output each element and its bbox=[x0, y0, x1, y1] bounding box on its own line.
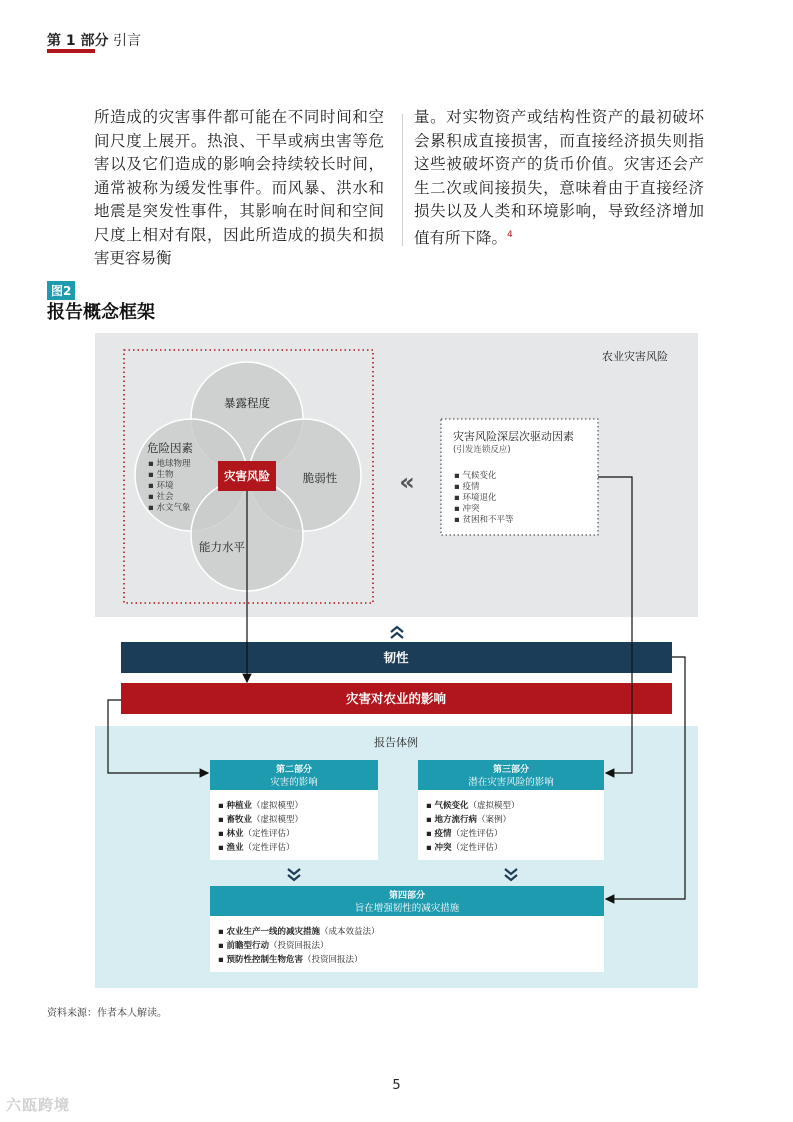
part2-title2: 灾害的影响 bbox=[270, 777, 318, 788]
impact-label: 灾害对农业的影响 bbox=[345, 691, 447, 706]
hazard-item: ▪ 水文气象 bbox=[148, 503, 191, 513]
driver-item: ▪ 贫困和不平等 bbox=[454, 515, 514, 525]
part4-title1: 第四部分 bbox=[388, 891, 426, 901]
header-part: 第 1 部分 bbox=[47, 33, 109, 49]
part4-item: ▪ 农业生产一线的减灾措施（成本效益法） bbox=[218, 927, 380, 937]
drivers-subtitle: (引发连锁反应) bbox=[453, 445, 511, 455]
part3-title1: 第三部分 bbox=[492, 765, 530, 775]
part4-title2: 旨在增强韧性的减灾措施 bbox=[354, 903, 460, 914]
resilience-label: 韧性 bbox=[383, 650, 409, 665]
part2-item: ▪ 种植业（虚拟模型） bbox=[218, 801, 303, 811]
hazard-item: ▪ 环境 bbox=[148, 481, 174, 491]
figure-title: 报告概念框架 bbox=[47, 302, 155, 323]
capacity-label: 能力水平 bbox=[199, 540, 245, 554]
part2-item: ▪ 林业（定性评估） bbox=[218, 829, 295, 839]
risk-panel-label: 农业灾害风险 bbox=[602, 350, 668, 363]
part4-item: ▪ 前瞻型行动（投资回报法） bbox=[218, 941, 329, 951]
hazard-label: 危险因素 bbox=[147, 441, 193, 455]
part4-item: ▪ 预防性控制生物危害（投资回报法） bbox=[218, 955, 363, 965]
part2-title1: 第二部分 bbox=[275, 765, 313, 775]
body-column-left: 所造成的灾害事件都可能在不同时间和空间尺度上展开。热浪、干旱或病虫害等危害以及它们造成的影响会持续较长时间，通常被称为缓发性事件。而风暴、洪水和地震是突发性事件，其影响在时间和空间尺度上相对有限，因此所造成的损失和损害更容易衡 bbox=[94, 108, 384, 267]
source-note: 资料来源：作者本人解读。 bbox=[47, 1008, 167, 1019]
hazard-item: ▪ 社会 bbox=[148, 492, 174, 502]
figure-tag: 图2 bbox=[47, 281, 75, 300]
part3-item: ▪ 冲突（定性评估） bbox=[426, 843, 503, 853]
watermark-text: 六瓯跨境 bbox=[6, 1096, 71, 1114]
chevron-up-icon bbox=[391, 627, 403, 632]
driver-item: ▪ 冲突 bbox=[454, 504, 480, 514]
report-structure-label: 报告体例 bbox=[374, 736, 418, 749]
footnote-marker[interactable]: 4 bbox=[507, 229, 513, 240]
part2-item: ▪ 畜牧业（虚拟模型） bbox=[218, 815, 303, 825]
part3-item: ▪ 地方流行病（案例） bbox=[426, 815, 511, 825]
driver-item: ▪ 疫情 bbox=[454, 482, 480, 492]
part3-title2: 潜在灾害风险的影响 bbox=[468, 777, 554, 788]
part3-item: ▪ 气候变化（虚拟模型） bbox=[426, 801, 520, 811]
hazard-item: ▪ 地球物理 bbox=[148, 459, 191, 469]
double-chevron-left-icon: « bbox=[399, 468, 415, 496]
drivers-title: 灾害风险深层次驱动因素 bbox=[453, 430, 574, 443]
hazard-item: ▪ 生物 bbox=[148, 470, 174, 480]
driver-item: ▪ 环境退化 bbox=[454, 493, 497, 503]
disaster-risk-label: 灾害风险 bbox=[224, 469, 270, 483]
part2-item: ▪ 渔业（定性评估） bbox=[218, 843, 295, 853]
chevron-up-icon bbox=[391, 633, 403, 638]
part3-item: ▪ 疫情（定性评估） bbox=[426, 829, 503, 839]
driver-item: ▪ 气候变化 bbox=[454, 471, 497, 481]
page-number: 5 bbox=[392, 1078, 401, 1093]
exposure-label: 暴露程度 bbox=[224, 396, 270, 410]
body-column-right-text: 量。对实物资产或结构性资产的最初破坏会累积成直接损害，而直接经济损失则指这些被破坏资产的货币价值。灾害还会产生二次或间接损失，意味着由于直接经济损失以及人类和环境影响，导致经济增加值有所下降。 bbox=[414, 108, 704, 247]
header-section: 引言 bbox=[112, 33, 141, 49]
vulnerability-label: 脆弱性 bbox=[302, 471, 338, 485]
